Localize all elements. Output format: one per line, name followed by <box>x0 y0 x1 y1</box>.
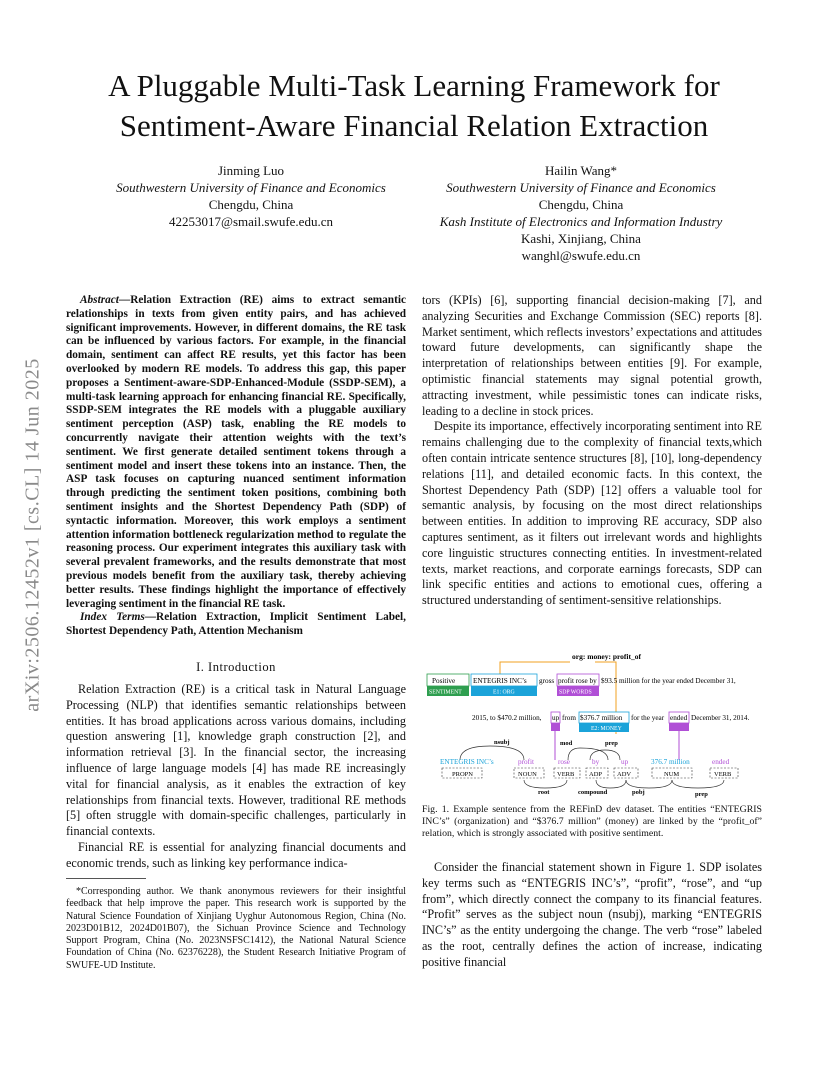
token-rose: rose <box>558 758 570 766</box>
section-title: I. Introduction <box>196 660 276 674</box>
sdp-words: profit rose by <box>558 677 597 685</box>
author-location-2: Kashi, Xinjiang, China <box>521 231 641 246</box>
arc-label-pobj: pobj <box>632 789 645 796</box>
token-by: by <box>592 758 600 766</box>
arc-label-root: root <box>538 789 550 796</box>
line1-rest: $93.5 million for the year ended December 31, <box>601 677 736 685</box>
line2-b: for the year <box>631 714 665 722</box>
token-entity1: ENTEGRIS INC’s <box>440 758 494 766</box>
paper-title: A Pluggable Multi-Task Learning Framework for Sentiment-Aware Financial Relation Extraction <box>108 68 720 143</box>
token-entity2: 376.7 million <box>651 758 690 766</box>
relation-label: org: money: profit_of <box>572 652 642 661</box>
sdp-label: SDP WORDS <box>559 689 592 696</box>
word-gross: gross <box>539 677 555 685</box>
arc-compound <box>596 780 626 788</box>
paragraph: Relation Extraction (RE) is a critical task in Natural Language Processing (NLP) that identifies semantic relationships between entities. It has broad applications across various domains, including question answering [1], knowledge graph construction [2], and information retrieval [3]. In the financial sector, the increasing influence of large language models [4] has made RE increasingly vital for financial analysis, as it enables the extraction of key relationships from financial texts. However, traditional RE methods [5] often struggle with domain-specific challenges, particularly in financial contexts. <box>66 682 406 839</box>
arc-pobj <box>626 780 672 788</box>
pos-adp: ADP <box>589 771 603 778</box>
token-up: up <box>621 758 629 766</box>
paragraph: tors (KPIs) [6], supporting financial decision-making [7], and analyzing Securities and Exchange Commission (SEC) reports [8]. Market sentiment, which reflects investors’ expectations and attitudes toward future developments, can significantly shape the interpretation of relationships between entities [9]. For example, optimistic financial statements may signal potential growth, attracting investment, while pessimistic tones can indicate risks, leading to a decline in stock prices. <box>422 293 762 418</box>
pos-verb-2: VERB <box>714 771 732 778</box>
dependency-figure <box>420 650 770 800</box>
index-terms-label: Index Terms <box>80 611 145 624</box>
arc-label-nsubj: nsubj <box>494 739 510 746</box>
pos-adv: ADV <box>617 771 632 778</box>
pos-noun: NOUN <box>518 771 537 778</box>
author-name: Hailin Wang* <box>544 163 617 178</box>
abstract-text: —Relation Extraction (RE) aims to extract semantic relationships in texts from given entity pairs, and has achieved significant improvements. However, in different domains, the RE task can be influenced by various factors. For example, in the financial domain, sentiment can affect RE results, yet this factor has been overlooked by modern RE models. To address this gap, this paper proposes a Sentiment-aware-SDP-Enhanced-Module (SSDP-SEM), a multi-task learning approach for enhancing financial RE. Specifically, SSDP-SEM integrates the RE models with a pluggable auxiliary sentiment perception (ASP) task, enabling the RE models to concurrently navigate their attention weights with the text’s sentiment. We first generate detailed sentiment tokens through a sentiment model and insert these tokens into an instance. Then, the ASP task focuses on capturing nuanced sentiment information through predicting the sentiment token positions, combining both sentiment insights and the Shortest Dependency Path (SDP) of syntactic information. Moreover, this work employs a sentiment attention information bottleneck regularization method to regulate the reasoning process. Our experiment integrates this auxiliary task with several prevalent frameworks, and the results demonstrate that most previous models benefit from the auxiliary task, thereby achieving better results. These findings highlight the importance of effectively leveraging sentiment in the financial RE task. <box>66 294 406 610</box>
right-column-top <box>422 293 762 609</box>
pos-propn: PROPN <box>452 771 473 778</box>
relation-arrow-left <box>500 662 570 674</box>
token-ended: ended <box>712 758 730 766</box>
sentiment-tag: Positive <box>432 677 456 685</box>
author-email: 42253017@smail.swufe.edu.cn <box>169 214 333 229</box>
line2-a: 2015, to $470.2 million, <box>472 714 542 722</box>
arc-label-prep-2: prep <box>695 791 708 798</box>
arc-root <box>524 780 567 788</box>
arxiv-id: arXiv:2506.12452v1 [cs.CL] 14 Jun 2025 <box>21 358 44 712</box>
author-affiliation: Southwestern University of Finance and Economics <box>116 180 386 195</box>
author-block-1 <box>86 162 416 230</box>
word-ended: ended <box>670 714 688 722</box>
entity1-label: E1: ORG <box>493 689 515 696</box>
pos-num: NUM <box>664 771 680 778</box>
abstract <box>66 294 406 639</box>
arc-label-prep: prep <box>605 740 618 747</box>
sentiment-label: SENTIMENT <box>429 689 462 696</box>
arc-prep-2 <box>672 780 724 788</box>
pos-verb: VERB <box>557 771 575 778</box>
author-block-2 <box>416 162 746 264</box>
paragraph: Consider the financial statement shown in Figure 1. SDP isolates key terms such as “ENTEGRIS INC’s”, “profit”, “rose”, and “up from”, which directly connect the company to its financial features. “Profit” serves as the subject noun (nsubj), marking “ENTEGRIS INC’s” as the entity undergoing the change. The verb “rose” labeled as the root, centrally defines the action of increase, indicating positive financial <box>422 860 762 969</box>
footnote <box>66 886 406 972</box>
paragraph: Despite its importance, effectively incorporating sentiment into RE remains challenging due to the complexity of financial texts,which often contain intricate sentence structures [8], [10], long-dependency relations [11], and detailed economic facts. In this context, the Shortest Dependency Path (SDP) [12] offers a valuable tool for semantic analysis, by focusing on the most direct relationships between entities. In addition to improving RE accuracy, SDP also captures sentiment, as it filters out irrelevant words and highlights core linguistic structures connecting entities. In investment-related texts, market reactions, and corporate earnings forecasts, SDP can link specific entities and actions to emotional cues, offering a structured understanding of sentiment-sensitive relationships. <box>422 419 762 608</box>
word-up: up <box>552 714 560 722</box>
right-column-bottom <box>422 860 762 971</box>
up-label-bg <box>551 723 560 731</box>
author-email: wanghl@swufe.edu.cn <box>521 248 641 263</box>
arc-label-compound: compound <box>578 789 608 796</box>
entity2-label: E2: MONEY <box>591 726 622 732</box>
intro-text <box>66 682 406 872</box>
index-terms: —Relation Extraction, Implicit Sentiment Label, Shortest Dependency Path, Attention Mechanism <box>66 611 406 638</box>
paragraph: Financial RE is essential for analyzing financial documents and economic trends, such as linking key performance indica- <box>66 839 406 870</box>
arxiv-sidebar <box>18 300 48 770</box>
word-from: from <box>562 714 576 722</box>
author-location: Chengdu, China <box>538 197 624 212</box>
author-affiliation: Southwestern University of Finance and Economics <box>446 180 716 195</box>
ended-label-bg <box>669 723 689 731</box>
figure-caption: Fig. 1. Example sentence from the REFinD dev dataset. The entities “ENTEGRIS INC’s” (organization) and “$376.7 million” (money) are linked by the “profit_of” relation, which is strongly associated with positive sentiment. <box>422 804 762 839</box>
author-affiliation-2: Kash Institute of Electronics and Information Industry <box>439 214 723 229</box>
author-name: Jinming Luo <box>217 163 285 178</box>
entity1: ENTEGRIS INC’s <box>473 677 527 685</box>
figure-1 <box>420 650 770 800</box>
line2-c: December 31, 2014. <box>691 714 750 722</box>
arc-label-mod: mod <box>560 740 573 747</box>
entity2: $376.7 million <box>580 714 623 722</box>
footnote-text: *Corresponding author. We thank anonymous reviewers for their insightful feedback that help improve the paper. This research work is supported by the Natural Science Foundation of Xinjiang Uyghur Autonomous Region, China (No. 2023D01B12, 2024D01B07), the Sichuan Province Science and Technology Support Program, China (No. 2023NSFSC1412), the National Natural Science Foundation of China (No. 62376228), the Student Research Initiative Program of SWUFE-UD Institute. <box>66 886 406 971</box>
footnote-rule <box>66 878 146 879</box>
abstract-label: Abstract <box>80 294 119 306</box>
author-location: Chengdu, China <box>208 197 294 212</box>
token-profit: profit <box>518 758 534 766</box>
